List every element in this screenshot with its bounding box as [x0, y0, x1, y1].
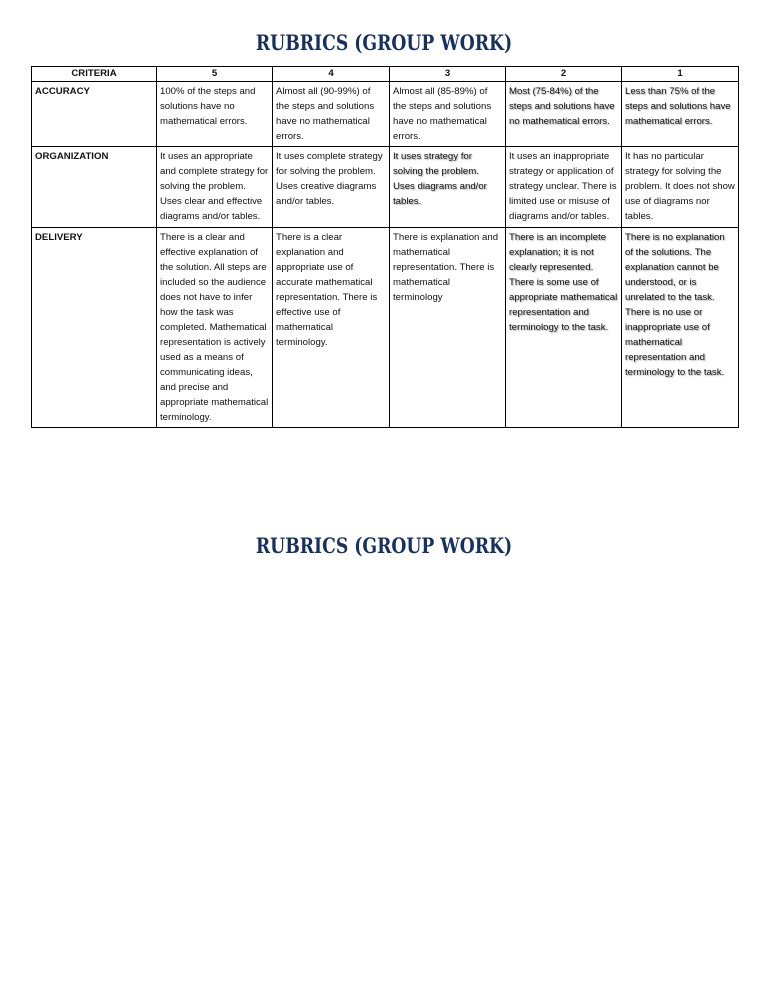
table-cell: There is no explanation of the solutions. The explanation cannot be understood, or is unrelated to the task. There is no use or inappropriate use of mathematical representation and terminology to the task.: [622, 228, 739, 428]
header-score-2: 2: [506, 67, 622, 82]
table-cell: Most (75-84%) of the steps and solutions have no mathematical errors.: [506, 82, 622, 147]
table-cell: Almost all (90-99%) of the steps and solutions have no mathematical errors.: [273, 82, 390, 147]
header-row: [32, 67, 739, 82]
rubric-table: [31, 66, 739, 428]
table-cell: It uses complete strategy for solving the problem. Uses creative diagrams and/or tables.: [273, 147, 390, 228]
page-title: RUBRICS (GROUP WORK): [255, 30, 513, 55]
table-cell: There is an incomplete explanation; it is not clearly represented. There is some use of appropriate mathematical representation and terminology to the task.: [506, 228, 622, 428]
table-cell: Less than 75% of the steps and solutions have mathematical errors.: [622, 82, 739, 147]
page-title-second: RUBRICS (GROUP WORK): [255, 533, 513, 558]
criteria-cell: DELIVERY: [32, 228, 157, 428]
table-cell: It uses strategy for solving the problem. Uses diagrams and/or tables.: [390, 147, 506, 228]
criteria-cell: ACCURACY: [32, 82, 157, 147]
header-score-5: 5: [157, 67, 273, 82]
table-row: [32, 147, 739, 228]
header-criteria: CRITERIA: [32, 67, 157, 82]
table-cell: There is explanation and mathematical representation. There is mathematical terminology: [390, 228, 506, 428]
table-cell: Almost all (85-89%) of the steps and solutions have no mathematical errors.: [390, 82, 506, 147]
table-row: [32, 82, 739, 147]
table-cell: There is a clear and effective explanation of the solution. All steps are included so the audience does not have to infer how the task was completed. Mathematical representation is actively used as a means of communicating ideas, and precise and appropriate mathematical terminology.: [157, 228, 273, 428]
table-cell: It uses an appropriate and complete strategy for solving the problem. Uses clear and effective diagrams and/or tables.: [157, 147, 273, 228]
table-cell: 100% of the steps and solutions have no mathematical errors.: [157, 82, 273, 147]
table-cell: There is a clear explanation and appropriate use of accurate mathematical representation. There is effective use of mathematical terminology.: [273, 228, 390, 428]
table-row: [32, 228, 739, 428]
header-score-3: 3: [390, 67, 506, 82]
header-score-4: 4: [273, 67, 390, 82]
header-score-1: 1: [622, 67, 739, 82]
table-cell: It has no particular strategy for solving the problem. It does not show use of diagrams nor tables.: [622, 147, 739, 228]
criteria-cell: ORGANIZATION: [32, 147, 157, 228]
table-cell: It uses an inappropriate strategy or application of strategy unclear. There is limited use or misuse of diagrams and/or tables.: [506, 147, 622, 228]
